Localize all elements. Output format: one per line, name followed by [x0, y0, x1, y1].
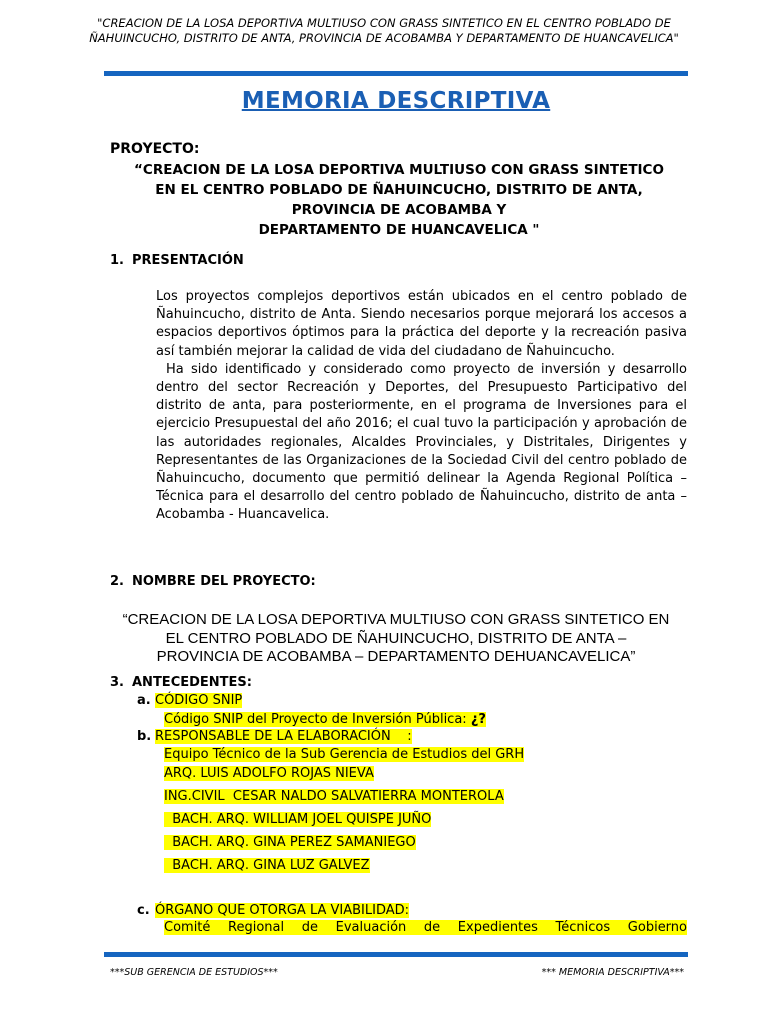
responsable-line-text: Equipo Técnico de la Sub Gerencia de Estudios del GRH [164, 747, 525, 762]
section-3-heading [110, 675, 252, 690]
viabilidad-detail [164, 919, 687, 936]
codigo-snip-text: Código SNIP del Proyecto de Inversión Pública: [164, 712, 471, 727]
responsable-line [164, 746, 524, 763]
antecedente-b [137, 728, 412, 745]
section-number: 1. [110, 253, 124, 268]
responsable-line-text: BACH. ARQ. WILLIAM JOEL QUISPE JUÑO [164, 812, 432, 827]
responsable-line [164, 765, 374, 782]
responsable-line-text: ARQ. LUIS ADOLFO ROJAS NIEVA [164, 766, 374, 781]
proyecto-title [110, 160, 688, 240]
document-title: MEMORIA DESCRIPTIVA [241, 88, 551, 114]
antecedente-a [137, 692, 242, 709]
project-name [104, 611, 688, 667]
project-name-line: “CREACION DE LA LOSA DEPORTIVA MULTIUSO CON GRASS SINTETICO EN [122, 611, 670, 628]
header-line-1: "CREACION DE LA LOSA DEPORTIVA MULTIUSO CON GRASS SINTETICO EN EL CENTRO POBLADO DE [97, 16, 671, 30]
footer-left: ***SUB GERENCIA DE ESTUDIOS*** [110, 967, 278, 978]
antecedente-c [137, 902, 409, 919]
item-label: c. [137, 903, 150, 918]
project-name-line: PROVINCIA DE ACOBAMBA – DEPARTAMENTO DEHUANCAVELICA” [156, 648, 636, 665]
header-divider [104, 71, 688, 76]
responsable-title: RESPONSABLE DE LA ELABORACIÓN : [155, 729, 412, 744]
footer-right: *** MEMORIA DESCRIPTIVA*** [541, 967, 684, 978]
codigo-snip-title: CÓDIGO SNIP [155, 693, 243, 708]
proyecto-title-line: EN EL CENTRO POBLADO DE ÑAHUINCUCHO, DISTRITO DE ANTA, [155, 182, 643, 198]
section-title: ANTECEDENTES: [132, 675, 252, 690]
proyecto-label: PROYECTO: [110, 141, 200, 157]
section-title: PRESENTACIÓN [132, 253, 244, 268]
responsable-line [164, 857, 370, 874]
responsable-line [164, 834, 416, 851]
codigo-snip-value: ¿? [470, 712, 486, 727]
item-label: b. [137, 729, 152, 744]
proyecto-title-line: “CREACION DE LA LOSA DEPORTIVA MULTIUSO CON GRASS SINTETICO [134, 162, 664, 178]
responsable-line-text: BACH. ARQ. GINA PEREZ SAMANIEGO [164, 835, 416, 850]
section-1-heading [110, 253, 244, 268]
paragraph: Los proyectos complejos deportivos están ubicados en el centro poblado de Ñahuincucho, distrito de Anta. Siendo necesarios porque mejorará los accesos a espacios deportivos óptimos para la práctica del deporte y la recreación pasiva así también mejorar la calidad de vida del ciudadano de Ñahuincucho. [156, 289, 687, 359]
proyecto-title-line: DEPARTAMENTO DE HUANCAVELICA " [258, 222, 540, 238]
section-title: NOMBRE DEL PROYECTO: [132, 574, 316, 589]
section-number: 3. [110, 675, 124, 690]
section-number: 2. [110, 574, 124, 589]
responsable-line [164, 811, 431, 828]
viabilidad-text: Comité Regional de Evaluación de Expedientes Técnicos Gobierno [164, 920, 687, 935]
viabilidad-title: ÓRGANO QUE OTORGA LA VIABILIDAD: [155, 903, 410, 918]
presentacion-text [156, 288, 687, 525]
header-line-2: ÑAHUINCUCHO, DISTRITO DE ANTA, PROVINCIA DE ACOBAMBA Y DEPARTAMENTO DE HUANCAVELICA" [89, 31, 679, 45]
proyecto-title-line: PROVINCIA DE ACOBAMBA Y [291, 202, 507, 218]
footer-divider [104, 952, 688, 957]
responsable-line-text: ING.CIVIL CESAR NALDO SALVATIERRA MONTEROLA [164, 789, 504, 804]
responsable-line-text: BACH. ARQ. GINA LUZ GALVEZ [164, 858, 370, 873]
responsable-line [164, 788, 504, 805]
paragraph: Ha sido identificado y considerado como proyecto de inversión y desarrollo dentro del sector Recreación y Deportes, del Presupuesto Participativo del distrito de anta, para posteriormente, en el programa de Inversiones para el ejercicio Presupuestal del año 2016; el cual tuvo la participación y aprobación de las autoridades regionales, Alcaldes Provinciales, y Distritales, Dirigentes y Representantes de las Organizaciones de la Sociedad Civil del centro poblado de Ñahuincucho, documento que permitió delinear la Agenda Regional Política – Técnica para el desarrollo del centro poblado de Ñahuincucho, distrito de anta – Acobamba - Huancavelica. [156, 361, 687, 523]
section-2-heading [110, 574, 316, 589]
item-label: a. [137, 693, 151, 708]
page-header [80, 16, 688, 46]
codigo-snip-detail [164, 711, 486, 728]
project-name-line: EL CENTRO POBLADO DE ÑAHUINCUCHO, DISTRITO DE ANTA – [165, 629, 627, 647]
